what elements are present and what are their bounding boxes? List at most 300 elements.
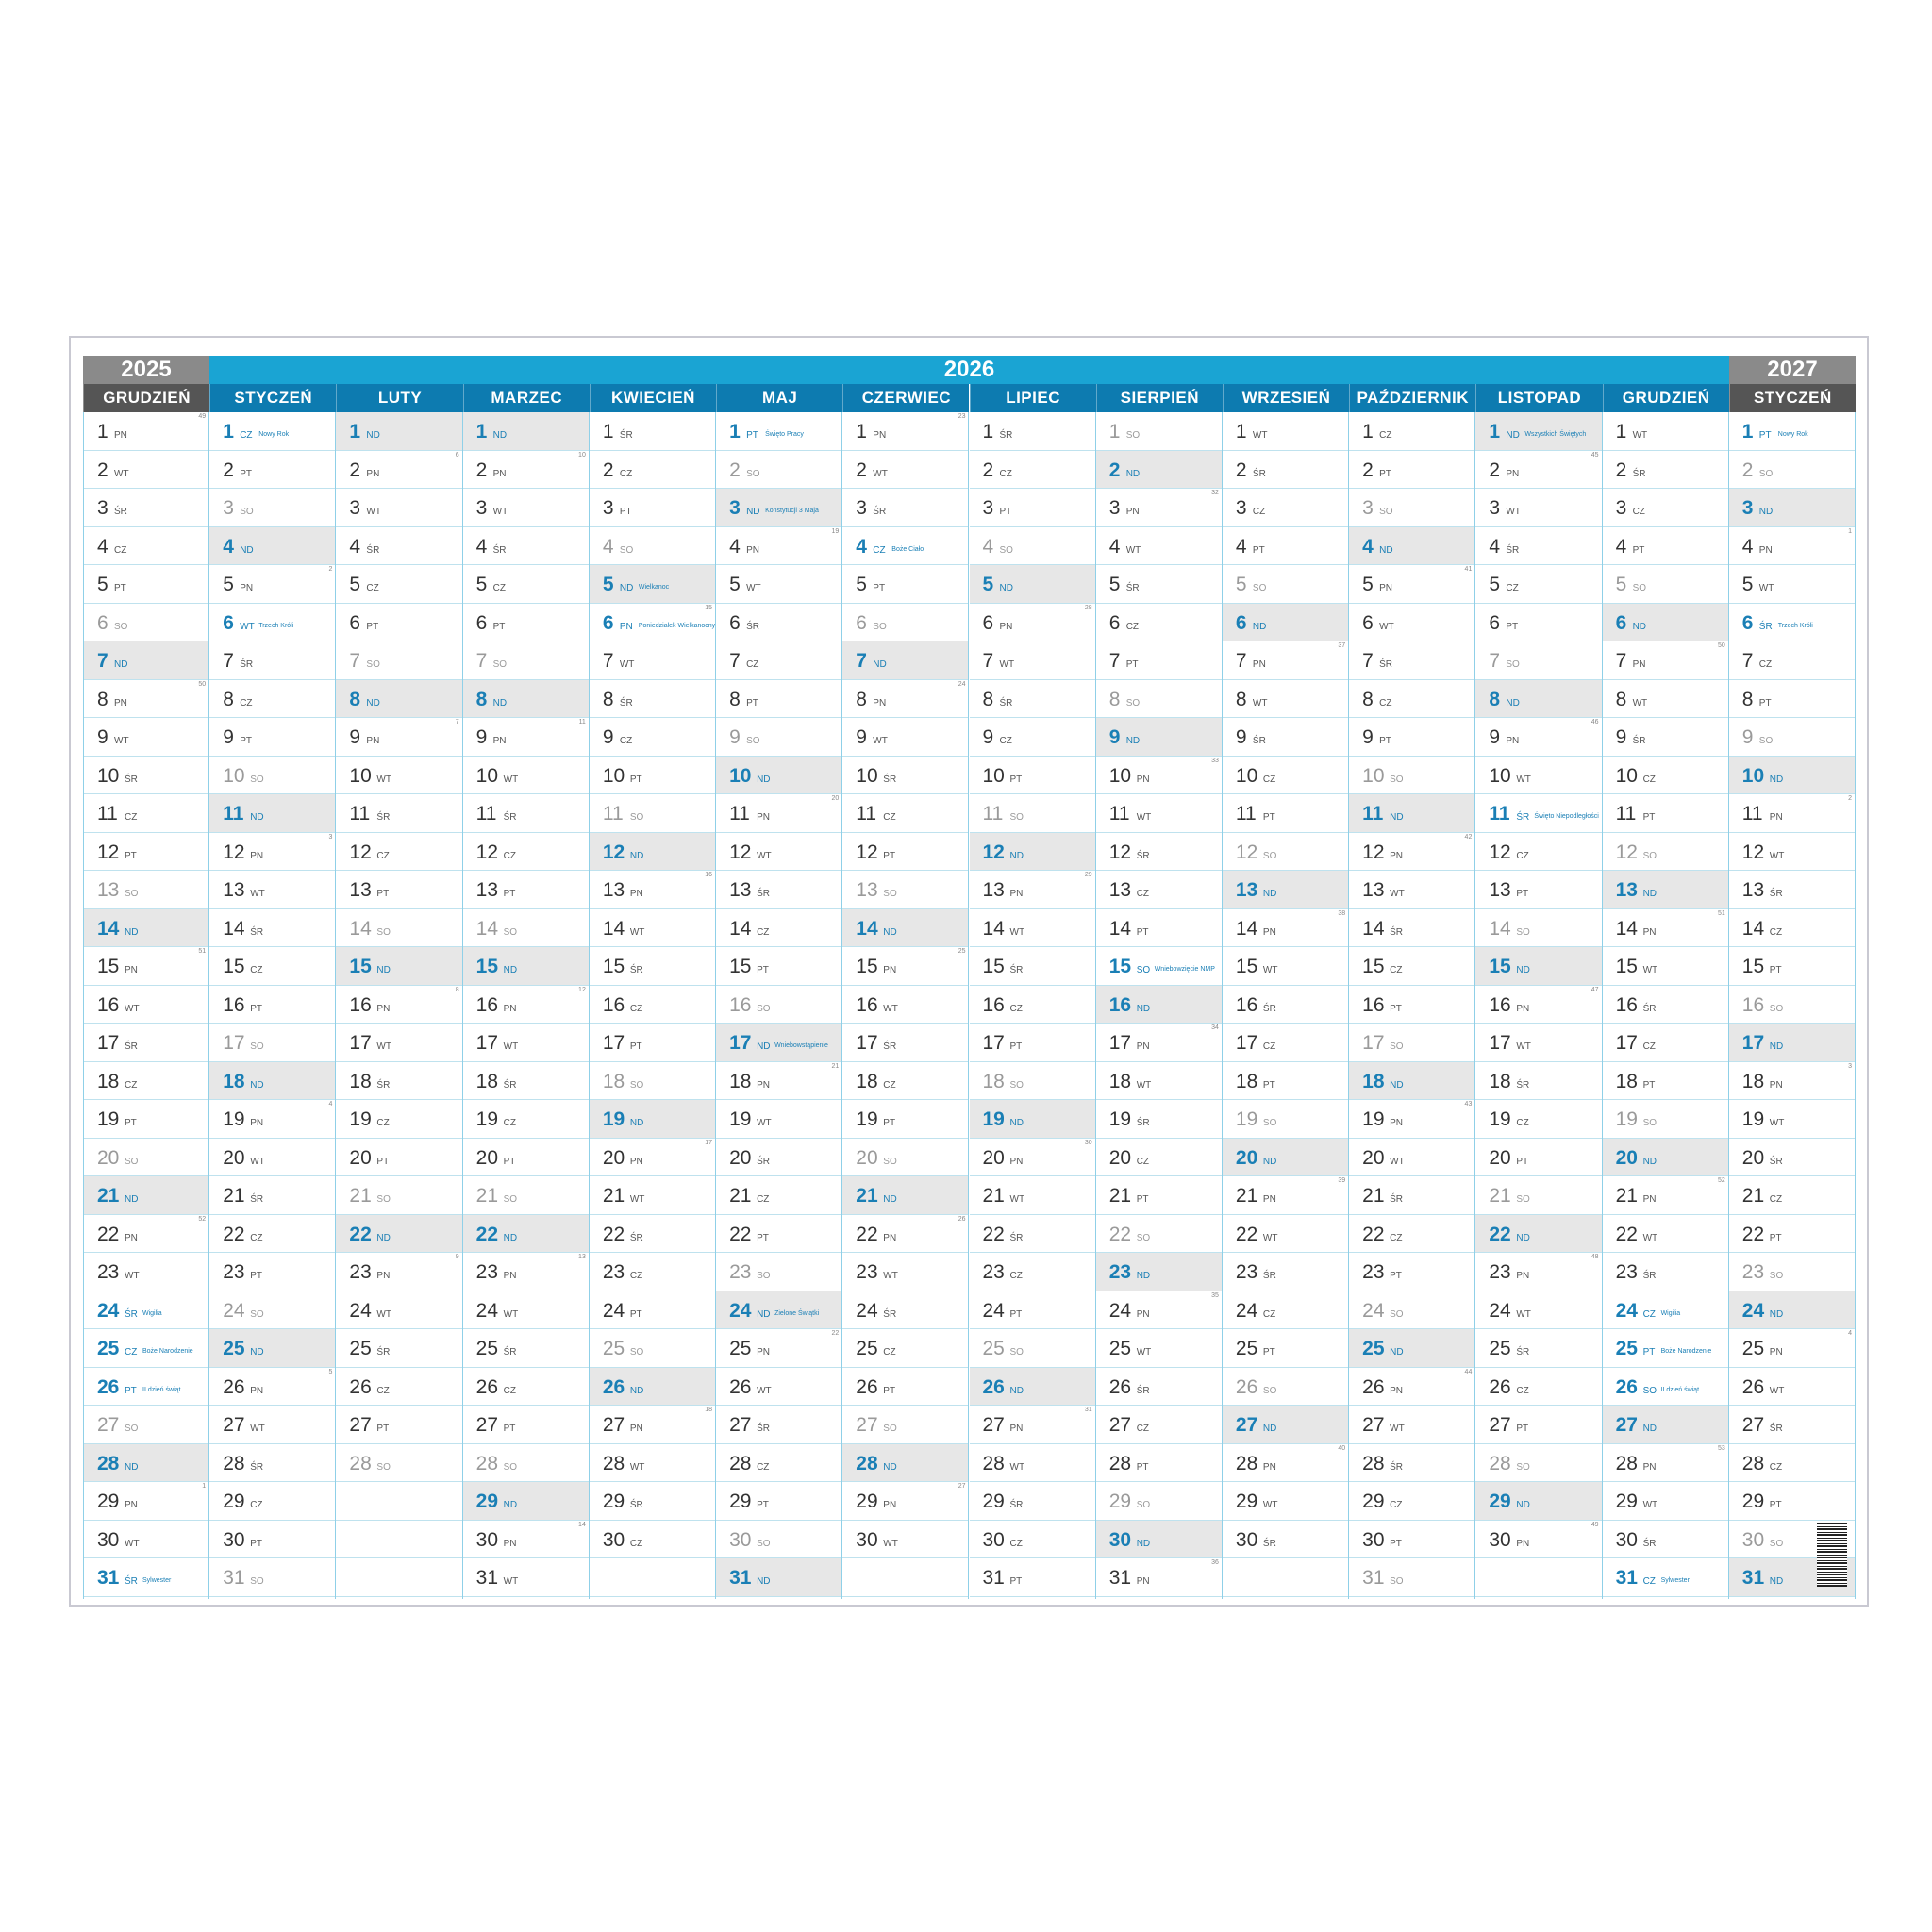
day-cell[interactable] <box>209 833 335 872</box>
day-cell[interactable] <box>1096 641 1222 680</box>
day-cell[interactable] <box>842 947 968 986</box>
day-cell[interactable] <box>1349 947 1474 986</box>
day-cell[interactable] <box>1223 604 1348 642</box>
day-cell[interactable] <box>1729 909 1855 948</box>
day-cell[interactable] <box>1096 909 1222 948</box>
day-cell[interactable] <box>463 1253 589 1291</box>
day-cell[interactable] <box>209 1329 335 1368</box>
day-cell[interactable] <box>1096 1406 1222 1444</box>
day-cell[interactable] <box>336 604 461 642</box>
day-cell[interactable] <box>1729 757 1855 795</box>
day-cell[interactable] <box>842 986 968 1024</box>
day-cell[interactable] <box>1349 757 1474 795</box>
day-cell[interactable] <box>590 1062 715 1101</box>
day-cell[interactable] <box>970 451 1095 490</box>
day-cell[interactable] <box>209 1176 335 1215</box>
day-cell[interactable] <box>1603 1329 1728 1368</box>
day-cell[interactable] <box>209 1368 335 1407</box>
day-cell[interactable] <box>463 1444 589 1483</box>
day-cell[interactable] <box>1223 565 1348 604</box>
day-cell[interactable] <box>84 1482 208 1521</box>
day-cell[interactable] <box>84 1139 208 1177</box>
day-cell[interactable] <box>1223 871 1348 909</box>
day-cell[interactable] <box>1349 1062 1474 1101</box>
day-cell[interactable] <box>1096 794 1222 833</box>
day-cell[interactable] <box>84 909 208 948</box>
day-cell[interactable] <box>970 1482 1095 1521</box>
day-cell[interactable] <box>716 1444 841 1483</box>
day-cell[interactable] <box>1223 909 1348 948</box>
day-cell[interactable] <box>842 1062 968 1101</box>
day-cell[interactable] <box>1349 1406 1474 1444</box>
day-cell[interactable] <box>209 527 335 566</box>
day-cell[interactable] <box>1475 412 1601 451</box>
day-cell[interactable] <box>590 1176 715 1215</box>
day-cell[interactable] <box>336 1368 461 1407</box>
day-cell[interactable] <box>1603 1291 1728 1330</box>
day-cell[interactable] <box>970 565 1095 604</box>
day-cell[interactable] <box>209 1521 335 1559</box>
day-cell[interactable] <box>1475 833 1601 872</box>
day-cell[interactable] <box>1475 565 1601 604</box>
day-cell[interactable] <box>1096 947 1222 986</box>
day-cell[interactable] <box>336 909 461 948</box>
day-cell[interactable] <box>1096 1024 1222 1062</box>
day-cell[interactable] <box>84 412 208 451</box>
day-cell[interactable] <box>590 986 715 1024</box>
day-cell[interactable] <box>84 986 208 1024</box>
day-cell[interactable] <box>842 565 968 604</box>
day-cell[interactable] <box>970 1062 1095 1101</box>
day-cell[interactable] <box>1603 871 1728 909</box>
day-cell[interactable] <box>84 604 208 642</box>
day-cell[interactable] <box>1349 1482 1474 1521</box>
day-cell[interactable] <box>1603 1176 1728 1215</box>
day-cell[interactable] <box>1349 718 1474 757</box>
day-cell[interactable] <box>1223 986 1348 1024</box>
day-cell[interactable] <box>1349 1521 1474 1559</box>
day-cell[interactable] <box>1223 757 1348 795</box>
day-cell[interactable] <box>590 1291 715 1330</box>
day-cell[interactable] <box>463 1368 589 1407</box>
day-cell[interactable] <box>209 871 335 909</box>
day-cell[interactable] <box>1603 1062 1728 1101</box>
day-cell[interactable] <box>842 527 968 566</box>
day-cell[interactable] <box>84 947 208 986</box>
day-cell[interactable] <box>1349 794 1474 833</box>
day-cell[interactable] <box>1729 1139 1855 1177</box>
day-cell[interactable] <box>1475 641 1601 680</box>
day-cell[interactable] <box>336 1100 461 1139</box>
day-cell[interactable] <box>842 1215 968 1254</box>
day-cell[interactable] <box>336 1062 461 1101</box>
day-cell[interactable] <box>1603 1521 1728 1559</box>
day-cell[interactable] <box>84 718 208 757</box>
day-cell[interactable] <box>1349 1291 1474 1330</box>
day-cell[interactable] <box>1729 1368 1855 1407</box>
day-cell[interactable] <box>590 909 715 948</box>
day-cell[interactable] <box>1729 718 1855 757</box>
day-cell[interactable] <box>590 833 715 872</box>
day-cell[interactable] <box>1603 489 1728 527</box>
day-cell[interactable] <box>970 1329 1095 1368</box>
day-cell[interactable] <box>1603 412 1728 451</box>
day-cell[interactable] <box>1475 680 1601 719</box>
day-cell[interactable] <box>590 1406 715 1444</box>
day-cell[interactable] <box>1223 1215 1348 1254</box>
day-cell[interactable] <box>842 451 968 490</box>
day-cell[interactable] <box>463 1329 589 1368</box>
day-cell[interactable] <box>1475 1062 1601 1101</box>
day-cell[interactable] <box>209 909 335 948</box>
day-cell[interactable] <box>842 604 968 642</box>
day-cell[interactable] <box>1729 680 1855 719</box>
day-cell[interactable] <box>970 489 1095 527</box>
day-cell[interactable] <box>336 718 461 757</box>
day-cell[interactable] <box>1223 1482 1348 1521</box>
day-cell[interactable] <box>336 1215 461 1254</box>
day-cell[interactable] <box>336 489 461 527</box>
day-cell[interactable] <box>842 871 968 909</box>
day-cell[interactable] <box>463 871 589 909</box>
day-cell[interactable] <box>842 489 968 527</box>
day-cell[interactable] <box>590 1368 715 1407</box>
day-cell[interactable] <box>336 1406 461 1444</box>
day-cell[interactable] <box>1349 604 1474 642</box>
day-cell[interactable] <box>1096 1521 1222 1559</box>
day-cell[interactable] <box>1475 1521 1601 1559</box>
day-cell[interactable] <box>1223 1291 1348 1330</box>
day-cell[interactable] <box>209 1253 335 1291</box>
day-cell[interactable] <box>336 871 461 909</box>
day-cell[interactable] <box>970 833 1095 872</box>
day-cell[interactable] <box>590 1329 715 1368</box>
day-cell[interactable] <box>970 1024 1095 1062</box>
day-cell[interactable] <box>463 1176 589 1215</box>
day-cell[interactable] <box>209 794 335 833</box>
day-cell[interactable] <box>842 1482 968 1521</box>
day-cell[interactable] <box>1223 1444 1348 1483</box>
day-cell[interactable] <box>842 1100 968 1139</box>
day-cell[interactable] <box>463 1062 589 1101</box>
day-cell[interactable] <box>84 1444 208 1483</box>
day-cell[interactable] <box>1096 1482 1222 1521</box>
day-cell[interactable] <box>1223 1368 1348 1407</box>
day-cell[interactable] <box>463 947 589 986</box>
day-cell[interactable] <box>1603 1482 1728 1521</box>
day-cell[interactable] <box>1603 604 1728 642</box>
day-cell[interactable] <box>590 451 715 490</box>
day-cell[interactable] <box>463 1139 589 1177</box>
day-cell[interactable] <box>463 909 589 948</box>
day-cell[interactable] <box>463 451 589 490</box>
day-cell[interactable] <box>1096 757 1222 795</box>
day-cell[interactable] <box>716 1558 841 1597</box>
day-cell[interactable] <box>1223 527 1348 566</box>
day-cell[interactable] <box>463 1100 589 1139</box>
day-cell[interactable] <box>209 604 335 642</box>
day-cell[interactable] <box>84 1215 208 1254</box>
day-cell[interactable] <box>1475 1329 1601 1368</box>
day-cell[interactable] <box>209 412 335 451</box>
day-cell[interactable] <box>1603 1100 1728 1139</box>
day-cell[interactable] <box>1475 986 1601 1024</box>
day-cell[interactable] <box>1096 680 1222 719</box>
day-cell[interactable] <box>1096 833 1222 872</box>
day-cell[interactable] <box>590 718 715 757</box>
day-cell[interactable] <box>1729 451 1855 490</box>
day-cell[interactable] <box>590 565 715 604</box>
day-cell[interactable] <box>716 1253 841 1291</box>
day-cell[interactable] <box>84 1558 208 1597</box>
day-cell[interactable] <box>1223 1100 1348 1139</box>
day-cell[interactable] <box>1096 489 1222 527</box>
day-cell[interactable] <box>970 1558 1095 1597</box>
day-cell[interactable] <box>209 1215 335 1254</box>
day-cell[interactable] <box>1729 794 1855 833</box>
day-cell[interactable] <box>209 1291 335 1330</box>
day-cell[interactable] <box>842 641 968 680</box>
day-cell[interactable] <box>842 909 968 948</box>
day-cell[interactable] <box>842 794 968 833</box>
day-cell[interactable] <box>1475 757 1601 795</box>
day-cell[interactable] <box>1349 565 1474 604</box>
day-cell[interactable] <box>970 1368 1095 1407</box>
day-cell[interactable] <box>1349 1215 1474 1254</box>
day-cell[interactable] <box>1096 451 1222 490</box>
day-cell[interactable] <box>463 794 589 833</box>
day-cell[interactable] <box>1475 1482 1601 1521</box>
day-cell[interactable] <box>1096 565 1222 604</box>
day-cell[interactable] <box>590 604 715 642</box>
day-cell[interactable] <box>970 794 1095 833</box>
day-cell[interactable] <box>1475 1253 1601 1291</box>
day-cell[interactable] <box>463 1521 589 1559</box>
day-cell[interactable] <box>84 1329 208 1368</box>
day-cell[interactable] <box>1475 1444 1601 1483</box>
day-cell[interactable] <box>970 947 1095 986</box>
day-cell[interactable] <box>1096 1100 1222 1139</box>
day-cell[interactable] <box>1475 794 1601 833</box>
day-cell[interactable] <box>842 1253 968 1291</box>
day-cell[interactable] <box>209 1100 335 1139</box>
day-cell[interactable] <box>1729 1062 1855 1101</box>
day-cell[interactable] <box>1729 604 1855 642</box>
day-cell[interactable] <box>209 1406 335 1444</box>
day-cell[interactable] <box>84 871 208 909</box>
day-cell[interactable] <box>716 1291 841 1330</box>
day-cell[interactable] <box>590 757 715 795</box>
day-cell[interactable] <box>1475 1139 1601 1177</box>
day-cell[interactable] <box>209 1482 335 1521</box>
day-cell[interactable] <box>336 947 461 986</box>
day-cell[interactable] <box>1475 527 1601 566</box>
day-cell[interactable] <box>463 986 589 1024</box>
day-cell[interactable] <box>970 1444 1095 1483</box>
day-cell[interactable] <box>1475 451 1601 490</box>
day-cell[interactable] <box>463 565 589 604</box>
day-cell[interactable] <box>1729 871 1855 909</box>
day-cell[interactable] <box>1349 871 1474 909</box>
day-cell[interactable] <box>970 604 1095 642</box>
day-cell[interactable] <box>842 833 968 872</box>
day-cell[interactable] <box>463 757 589 795</box>
day-cell[interactable] <box>463 1291 589 1330</box>
day-cell[interactable] <box>590 1024 715 1062</box>
day-cell[interactable] <box>336 451 461 490</box>
day-cell[interactable] <box>970 1215 1095 1254</box>
day-cell[interactable] <box>1603 1368 1728 1407</box>
day-cell[interactable] <box>716 680 841 719</box>
day-cell[interactable] <box>336 1329 461 1368</box>
day-cell[interactable] <box>1349 986 1474 1024</box>
day-cell[interactable] <box>590 641 715 680</box>
day-cell[interactable] <box>716 1368 841 1407</box>
day-cell[interactable] <box>84 794 208 833</box>
day-cell[interactable] <box>1096 1558 1222 1597</box>
day-cell[interactable] <box>1729 1406 1855 1444</box>
day-cell[interactable] <box>463 489 589 527</box>
day-cell[interactable] <box>1475 604 1601 642</box>
day-cell[interactable] <box>336 794 461 833</box>
day-cell[interactable] <box>209 489 335 527</box>
day-cell[interactable] <box>1349 1139 1474 1177</box>
day-cell[interactable] <box>1223 718 1348 757</box>
day-cell[interactable] <box>463 641 589 680</box>
day-cell[interactable] <box>463 1215 589 1254</box>
day-cell[interactable] <box>716 641 841 680</box>
day-cell[interactable] <box>1475 1176 1601 1215</box>
day-cell[interactable] <box>209 1139 335 1177</box>
day-cell[interactable] <box>1603 757 1728 795</box>
day-cell[interactable] <box>84 833 208 872</box>
day-cell[interactable] <box>716 833 841 872</box>
day-cell[interactable] <box>209 757 335 795</box>
day-cell[interactable] <box>1223 489 1348 527</box>
day-cell[interactable] <box>1603 794 1728 833</box>
day-cell[interactable] <box>336 527 461 566</box>
day-cell[interactable] <box>1475 947 1601 986</box>
day-cell[interactable] <box>970 1521 1095 1559</box>
day-cell[interactable] <box>1729 1444 1855 1483</box>
day-cell[interactable] <box>209 947 335 986</box>
day-cell[interactable] <box>1729 1100 1855 1139</box>
day-cell[interactable] <box>716 718 841 757</box>
day-cell[interactable] <box>463 833 589 872</box>
day-cell[interactable] <box>1096 1176 1222 1215</box>
day-cell[interactable] <box>1349 1444 1474 1483</box>
day-cell[interactable] <box>1729 1482 1855 1521</box>
day-cell[interactable] <box>1349 527 1474 566</box>
day-cell[interactable] <box>336 986 461 1024</box>
day-cell[interactable] <box>84 565 208 604</box>
day-cell[interactable] <box>970 1253 1095 1291</box>
day-cell[interactable] <box>84 641 208 680</box>
day-cell[interactable] <box>1475 1368 1601 1407</box>
day-cell[interactable] <box>209 451 335 490</box>
day-cell[interactable] <box>716 1176 841 1215</box>
day-cell[interactable] <box>84 1024 208 1062</box>
day-cell[interactable] <box>590 871 715 909</box>
day-cell[interactable] <box>1096 1215 1222 1254</box>
day-cell[interactable] <box>1223 1024 1348 1062</box>
day-cell[interactable] <box>336 1176 461 1215</box>
day-cell[interactable] <box>716 871 841 909</box>
day-cell[interactable] <box>970 1176 1095 1215</box>
day-cell[interactable] <box>1603 909 1728 948</box>
day-cell[interactable] <box>84 757 208 795</box>
day-cell[interactable] <box>1223 451 1348 490</box>
day-cell[interactable] <box>716 757 841 795</box>
day-cell[interactable] <box>970 986 1095 1024</box>
day-cell[interactable] <box>1223 680 1348 719</box>
day-cell[interactable] <box>1603 947 1728 986</box>
day-cell[interactable] <box>1349 909 1474 948</box>
day-cell[interactable] <box>84 1368 208 1407</box>
day-cell[interactable] <box>336 1024 461 1062</box>
day-cell[interactable] <box>1729 1215 1855 1254</box>
day-cell[interactable] <box>842 1368 968 1407</box>
day-cell[interactable] <box>842 1139 968 1177</box>
day-cell[interactable] <box>1729 1024 1855 1062</box>
day-cell[interactable] <box>209 1558 335 1597</box>
day-cell[interactable] <box>1223 1176 1348 1215</box>
day-cell[interactable] <box>1475 871 1601 909</box>
day-cell[interactable] <box>336 1253 461 1291</box>
day-cell[interactable] <box>716 947 841 986</box>
day-cell[interactable] <box>1223 1406 1348 1444</box>
day-cell[interactable] <box>1729 833 1855 872</box>
day-cell[interactable] <box>1349 412 1474 451</box>
day-cell[interactable] <box>842 1406 968 1444</box>
day-cell[interactable] <box>590 1444 715 1483</box>
day-cell[interactable] <box>336 833 461 872</box>
day-cell[interactable] <box>716 565 841 604</box>
day-cell[interactable] <box>463 718 589 757</box>
day-cell[interactable] <box>590 1139 715 1177</box>
day-cell[interactable] <box>1349 1024 1474 1062</box>
day-cell[interactable] <box>1603 451 1728 490</box>
day-cell[interactable] <box>1096 1368 1222 1407</box>
day-cell[interactable] <box>1603 680 1728 719</box>
day-cell[interactable] <box>1729 565 1855 604</box>
day-cell[interactable] <box>1096 1253 1222 1291</box>
day-cell[interactable] <box>1475 1406 1601 1444</box>
day-cell[interactable] <box>209 986 335 1024</box>
day-cell[interactable] <box>842 757 968 795</box>
day-cell[interactable] <box>970 1291 1095 1330</box>
day-cell[interactable] <box>1096 986 1222 1024</box>
day-cell[interactable] <box>1475 1291 1601 1330</box>
day-cell[interactable] <box>590 1100 715 1139</box>
day-cell[interactable] <box>716 604 841 642</box>
day-cell[interactable] <box>970 1100 1095 1139</box>
day-cell[interactable] <box>1349 641 1474 680</box>
day-cell[interactable] <box>209 1444 335 1483</box>
day-cell[interactable] <box>336 1444 461 1483</box>
day-cell[interactable] <box>1223 1329 1348 1368</box>
day-cell[interactable] <box>1223 794 1348 833</box>
day-cell[interactable] <box>1603 1139 1728 1177</box>
day-cell[interactable] <box>1729 1291 1855 1330</box>
day-cell[interactable] <box>84 1406 208 1444</box>
day-cell[interactable] <box>1223 1253 1348 1291</box>
day-cell[interactable] <box>1475 1100 1601 1139</box>
day-cell[interactable] <box>1223 1062 1348 1101</box>
day-cell[interactable] <box>1603 641 1728 680</box>
day-cell[interactable] <box>842 718 968 757</box>
day-cell[interactable] <box>1349 1176 1474 1215</box>
